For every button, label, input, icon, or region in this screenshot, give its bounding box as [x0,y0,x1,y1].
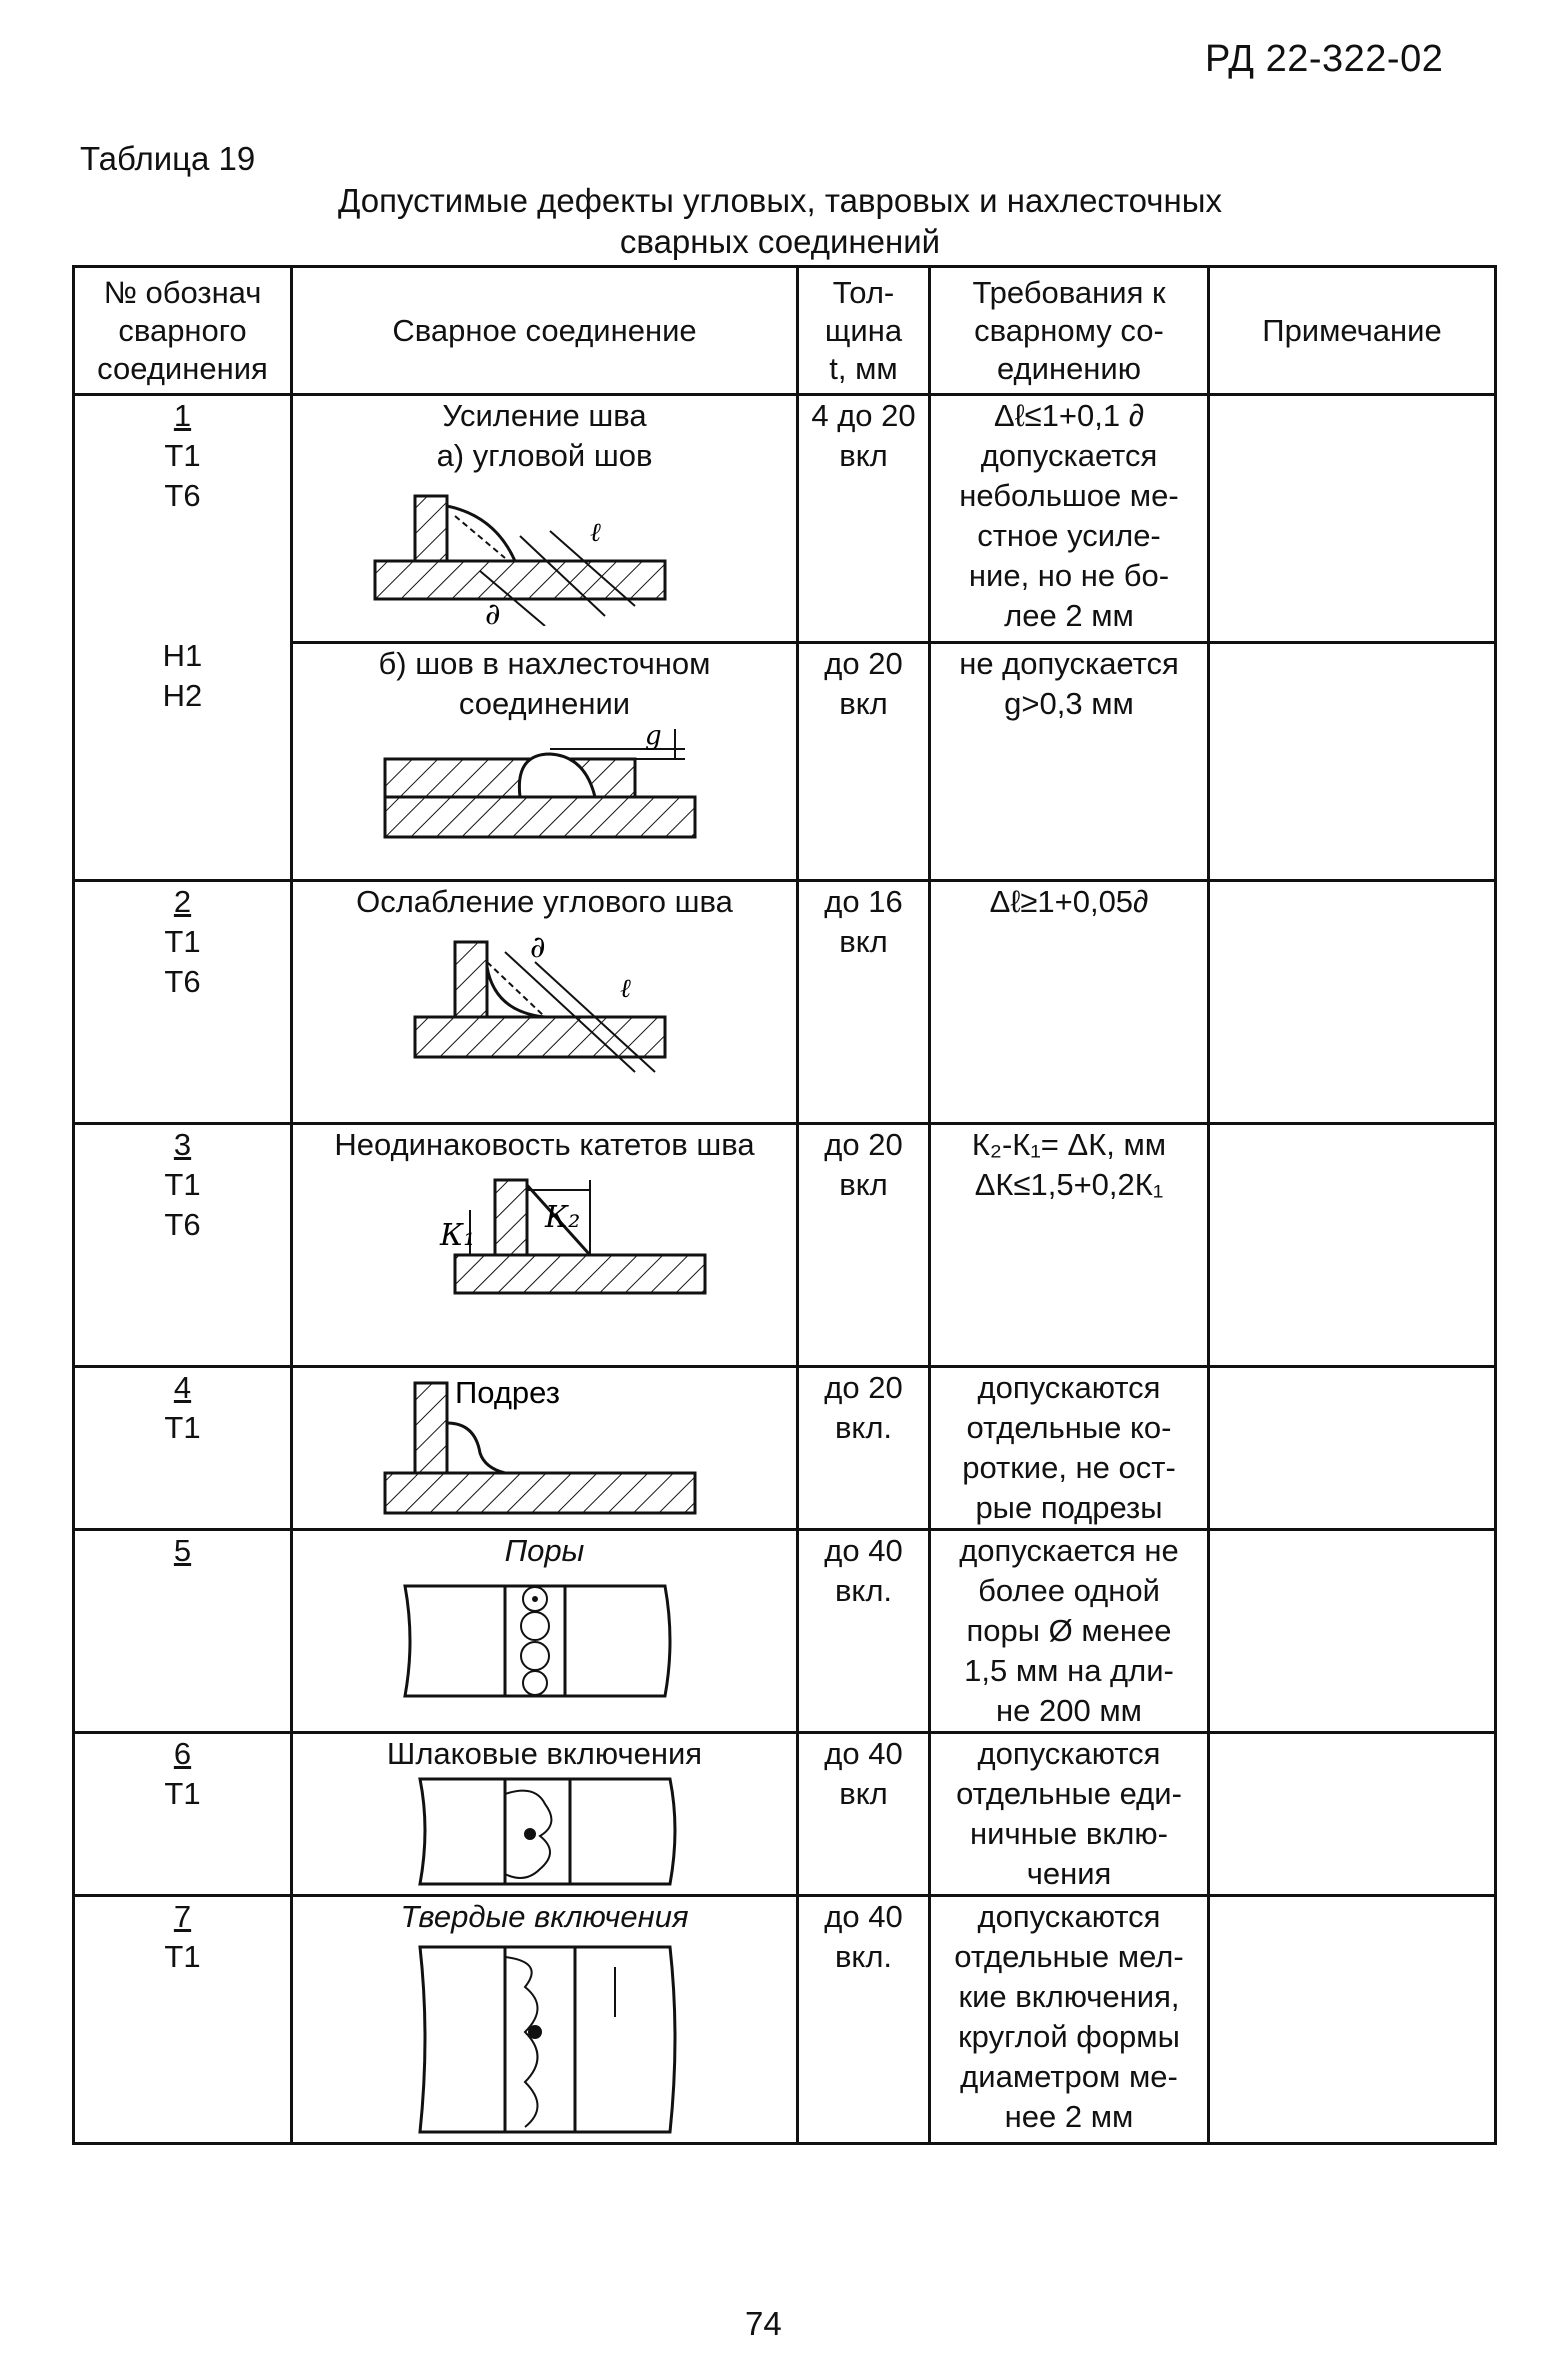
table-row [74,1530,1496,1733]
thickness-value: до 40 [824,1899,903,1934]
row3-requirements [930,1124,1209,1367]
requirement-line: допускается [980,438,1158,473]
header-thickness [798,267,930,395]
thickness-value: до 16 [824,884,903,919]
header-code-line: № обознач [103,274,262,310]
joint-title: Ослабление углового шва [356,884,733,919]
header-requirements [930,267,1209,395]
row6-requirements [930,1733,1209,1896]
row2-thickness [798,881,930,1124]
requirement-line: 1,5 мм на дли- [964,1653,1174,1688]
row1b-note [1209,643,1496,881]
requirement-line: кие включения, [958,1979,1180,2014]
row5-thickness [798,1530,930,1733]
requirement-line: ΔК≤1,5+0,2К₁ [974,1167,1164,1202]
joint-code: Т1 [164,1776,201,1811]
requirement-line: не 200 мм [996,1693,1142,1728]
requirement-line: ние, но не бо- [968,558,1170,593]
header-note: Примечание [1209,267,1496,395]
requirement-line: ничные вклю- [970,1816,1168,1851]
pores-sketch [345,1571,745,1721]
table-label: Таблица 19 [80,140,256,177]
thickness-value: до 40 [824,1736,903,1771]
header-code-line: сварного [118,312,247,348]
row6-code [74,1733,292,1896]
row7-note [1209,1896,1496,2144]
requirement-line: допускается не [959,1533,1179,1568]
joint-subtitle: а) угловой шов [436,438,653,473]
joint-title: Поры [504,1533,585,1568]
table-row [74,1896,1496,2144]
row1b-requirements [930,643,1209,881]
row2-requirements [930,881,1209,1124]
header-joint: Сварное соединение [292,267,798,395]
sketch-label-g: g [644,724,662,751]
caption-line-1: Допустимые дефекты угловых, тавровых и нахлесточных [338,182,1222,219]
requirement-line: более одной [978,1573,1160,1608]
thickness-value: до 20 [824,646,903,681]
row7-requirements [930,1896,1209,2144]
row-number: 3 [173,1127,192,1162]
joint-title: Усиление шва [442,398,647,433]
row4-thickness [798,1367,930,1530]
row5-note [1209,1530,1496,1733]
row1-code [74,395,292,881]
lap-weld-reinforcement-sketch [345,724,745,864]
joint-title: Неодинаковость катетов шва [334,1127,755,1162]
table-caption [280,180,1280,262]
requirement-line: Δℓ≤1+0,1 ∂ [993,398,1145,433]
row-number: 6 [173,1736,192,1771]
sketch-label-l: ℓ [619,974,631,1004]
requirement-line: небольшое ме- [959,478,1179,513]
row5-joint [292,1530,798,1733]
thickness-value: до 40 [824,1533,903,1568]
header-code [74,267,292,395]
sketch-label-delta: ∂ [484,597,501,626]
joint-code: Т1 [164,924,201,959]
requirement-line: круглой формы [958,2019,1180,2054]
row4-note [1209,1367,1496,1530]
row1a-joint [292,395,798,643]
row6-thickness [798,1733,930,1896]
header-code-line: соединения [97,350,268,386]
header-thickness-line: Тол- [832,274,895,310]
fillet-weld-weakening-sketch [345,922,745,1092]
requirement-line: нее 2 мм [1004,2099,1134,2134]
row2-code [74,881,292,1124]
sketch-label-delta: ∂ [529,930,546,965]
table-header-row [74,267,1496,395]
row1a-thickness [798,395,930,643]
row1a-requirements [930,395,1209,643]
requirement-line: допускаются [977,1736,1161,1771]
requirement-line: К₂-К₁= ΔК, мм [971,1127,1167,1162]
requirement-line: допускаются [977,1370,1161,1405]
table-row [74,881,1496,1124]
requirement-line: поры Ø менее [966,1613,1172,1648]
thickness-value: до 20 [824,1127,903,1162]
requirement-line: отдельные еди- [956,1776,1182,1811]
row1b-thickness [798,643,930,881]
row4-joint [292,1367,798,1530]
joint-code: Т1 [164,438,201,473]
thickness-value: до 20 [824,1370,903,1405]
solid-inclusions-sketch [345,1937,745,2137]
fillet-weld-reinforcement-sketch [345,476,745,626]
header-req-line: единению [996,350,1141,386]
requirement-line: допускаются [977,1899,1161,1934]
row7-code [74,1896,292,2144]
joint-subtitle: соединении [458,686,631,721]
requirement-line: g>0,3 мм [1004,686,1134,721]
row1b-joint [292,643,798,881]
row4-code [74,1367,292,1530]
joint-title: Твердые включения [400,1899,689,1934]
slag-inclusions-sketch [345,1774,745,1894]
row5-code [74,1530,292,1733]
joint-code: Н1 [162,638,203,673]
row-number: 2 [173,884,192,919]
row7-thickness [798,1896,930,2144]
requirement-line: рые подрезы [975,1490,1163,1525]
sketch-label-k2: К₂ [544,1200,580,1235]
requirement-line: отдельные мел- [954,1939,1184,1974]
row3-joint [292,1124,798,1367]
defects-table [72,265,1497,2145]
joint-code: Т1 [164,1939,201,1974]
undercut-sketch [345,1368,745,1526]
sketch-label-l: ℓ [589,518,601,548]
thickness-unit: вкл [839,924,888,959]
sketch-label-k1: К₁ [439,1218,475,1253]
requirement-line: лее 2 мм [1004,598,1134,633]
table-row [74,1124,1496,1367]
thickness-unit: вкл [839,686,888,721]
requirement-line: диаметром ме- [960,2059,1178,2094]
row-number: 4 [173,1370,192,1405]
row4-requirements [930,1367,1209,1530]
joint-code: Т1 [164,1410,201,1445]
thickness-unit: вкл [839,1167,888,1202]
requirement-line: не допускается [959,646,1179,681]
caption-line-2: сварных соединений [619,223,941,260]
requirement-line: роткие, не ост- [962,1450,1176,1485]
row-number: 7 [173,1899,192,1934]
row7-joint [292,1896,798,2144]
row6-joint [292,1733,798,1896]
header-thickness-line: t, мм [829,350,898,386]
header-thickness-line: щина [824,312,903,348]
joint-subtitle: б) шов в нахлесточном [378,646,711,681]
table-row [74,1367,1496,1530]
row-number: 1 [173,398,192,433]
row6-note [1209,1733,1496,1896]
page-number: 74 [745,2305,782,2342]
requirement-line: чения [1026,1856,1112,1891]
joint-title: Шлаковые включения [386,1736,703,1771]
row3-code [74,1124,292,1367]
requirement-line: отдельные ко- [966,1410,1172,1445]
header-req-line: сварному со- [974,312,1164,348]
thickness-value: 4 до 20 [811,398,916,433]
row2-joint [292,881,798,1124]
joint-code: Н2 [162,678,203,713]
joint-title: Подрез [454,1375,560,1410]
thickness-unit: вкл. [834,1410,893,1445]
requirement-line: стное усиле- [977,518,1161,553]
thickness-unit: вкл [839,1776,888,1811]
joint-code: Т6 [164,964,201,999]
row3-note [1209,1124,1496,1367]
table-row [74,1733,1496,1896]
header-req-line: Требования к [972,274,1166,310]
thickness-unit: вкл [839,438,888,473]
row3-thickness [798,1124,930,1367]
joint-code: Т6 [164,478,201,513]
joint-code: Т1 [164,1167,201,1202]
document-code: РД 22-322-02 [1205,38,1444,80]
unequal-legs-sketch [345,1165,745,1315]
thickness-unit: вкл. [834,1573,893,1608]
table-row [74,395,1496,643]
row5-requirements [930,1530,1209,1733]
row2-note [1209,881,1496,1124]
requirement-line: Δℓ≥1+0,05∂ [989,884,1149,919]
joint-code: Т6 [164,1207,201,1242]
thickness-unit: вкл. [834,1939,893,1974]
row-number: 5 [173,1533,192,1568]
row1a-note [1209,395,1496,643]
